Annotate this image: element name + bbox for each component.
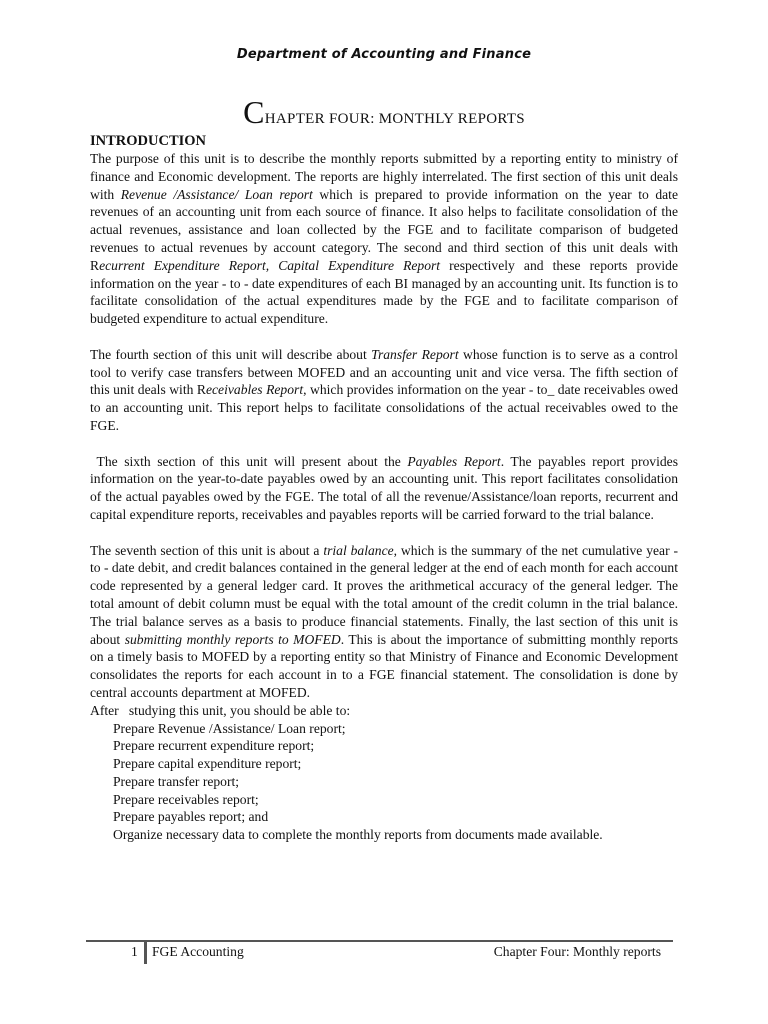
page-footer bbox=[86, 942, 673, 964]
chapter-title-initial: C bbox=[243, 94, 265, 130]
p1-text-c: which is prepared to provide information on the year to date revenues of an accounting unit from each source of finance. It also helps to facilitate consolidation of the actual revenues, assistance and loan collected by the FGE and to facilitate comparison of budgeted revenues to actual revenues by account category. The second and third section of this unit deals with R bbox=[90, 186, 678, 273]
p1-text-e: respectively and these reports provide information on the year - to - date expenditures of each BI managed by an accounting unit. Its function is to facilitate consolidation of the actual expenditures made by the FGE and to facilitate comparison of budgeted expenditure to actual expenditure. bbox=[90, 257, 678, 327]
list-item: Prepare Revenue /Assistance/ Loan report; bbox=[113, 720, 346, 736]
p1-italic-d: ecurrent Expenditure Report, Capital Expenditure Report bbox=[99, 257, 441, 273]
footer-right-text: Chapter Four: Monthly reports bbox=[493, 944, 661, 959]
p3-italic-b: Payables Report bbox=[407, 453, 501, 469]
p4-text-a: The seventh section of this unit is about a bbox=[90, 542, 324, 558]
document-body bbox=[90, 132, 678, 844]
footer-separator bbox=[144, 942, 147, 964]
footer-left-text: FGE Accounting bbox=[152, 944, 244, 959]
list-item: Prepare capital expenditure report; bbox=[113, 756, 302, 772]
p2-text-e: , which provides information on the year - to_ date receivables owed to an accounting unit. This report helps to facilitate consolidations of the actual receivables owed to the FGE. bbox=[90, 382, 679, 433]
list-item: Prepare receivables report; bbox=[113, 791, 259, 807]
list-item: Prepare recurrent expenditure report; bbox=[113, 738, 315, 754]
page-number: 1 bbox=[131, 944, 138, 959]
p4-text-e: . This is about the importance of submitting monthly reports on a timely basis to MOFED by a reporting entity so that Ministry of Finance and Economic Development consolidates the reports for each account in to a FGE financial statement. The consolidation is done by central accounts department at MOFED. bbox=[90, 631, 678, 700]
p4-italic-b: trial balance bbox=[323, 542, 394, 558]
paragraph-gap bbox=[90, 524, 678, 542]
paragraph-gap bbox=[90, 328, 678, 346]
list-item: Prepare payables report; and bbox=[113, 809, 269, 825]
paragraph-gap bbox=[90, 435, 678, 453]
chapter-title bbox=[0, 96, 768, 128]
page-header: Department of Accounting and Finance bbox=[236, 47, 532, 62]
paragraph-2 bbox=[90, 346, 678, 435]
p1-text-a: The purpose of this unit is to describe the monthly reports submitted by a reporting entity to ministry of finance and Economic development. The reports are highly interrelated. The first section of this unit deals with bbox=[90, 151, 678, 202]
p4-italic-d: submitting monthly reports to MOFED bbox=[124, 631, 341, 647]
objectives-list bbox=[90, 720, 678, 845]
p2-text-a: The fourth section of this unit will describe about bbox=[90, 346, 372, 362]
chapter-title-rest: HAPTER FOUR: MONTHLY REPORTS bbox=[264, 111, 525, 127]
paragraph-3 bbox=[90, 453, 678, 524]
objectives-intro: After studying this unit, you should be able to: bbox=[90, 702, 351, 718]
paragraph-4 bbox=[90, 542, 678, 702]
p2-text-c: whose function is to serve as a control tool to verify case transfers between MOFED and an accounting unit and vice versa. The fifth section of this unit deals with R bbox=[90, 346, 678, 398]
p3-text-a: The sixth section of this unit will present about the bbox=[90, 453, 408, 469]
p1-italic-b: Revenue /Assistance/ Loan report bbox=[120, 186, 313, 202]
p2-italic-b: Transfer Report bbox=[371, 346, 459, 362]
list-item: Prepare transfer report; bbox=[113, 773, 240, 789]
introduction-heading: INTRODUCTION bbox=[90, 133, 207, 149]
p2-italic-d: eceivables Report bbox=[205, 382, 304, 398]
list-item: Organize necessary data to complete the monthly reports from documents made available. bbox=[113, 827, 603, 843]
p4-text-c: , which is the summary of the net cumulative year -to - date debit, and credit balances contained in the general ledger at the end of each month for each account code represented by a general ledger card. It proves the arithmetical accuracy of the general ledger. The total amount of debit column must be equal with the total amount of the credit column in the trial balance. The trial balance serves as a basis to produce financial statements. Finally, the last section of this unit is about bbox=[90, 542, 678, 647]
paragraph-1 bbox=[90, 150, 678, 328]
p3-text-c: . The payables report provides information on the year-to-date payables owed by an accounting unit. This report facilitates consolidation of the actual payables owed by the FGE. The total of all the revenue/Assistance/loan reports, recurrent and capital expenditure reports, receivables and payables reports will be carried forward to the trial balance. bbox=[90, 453, 678, 522]
